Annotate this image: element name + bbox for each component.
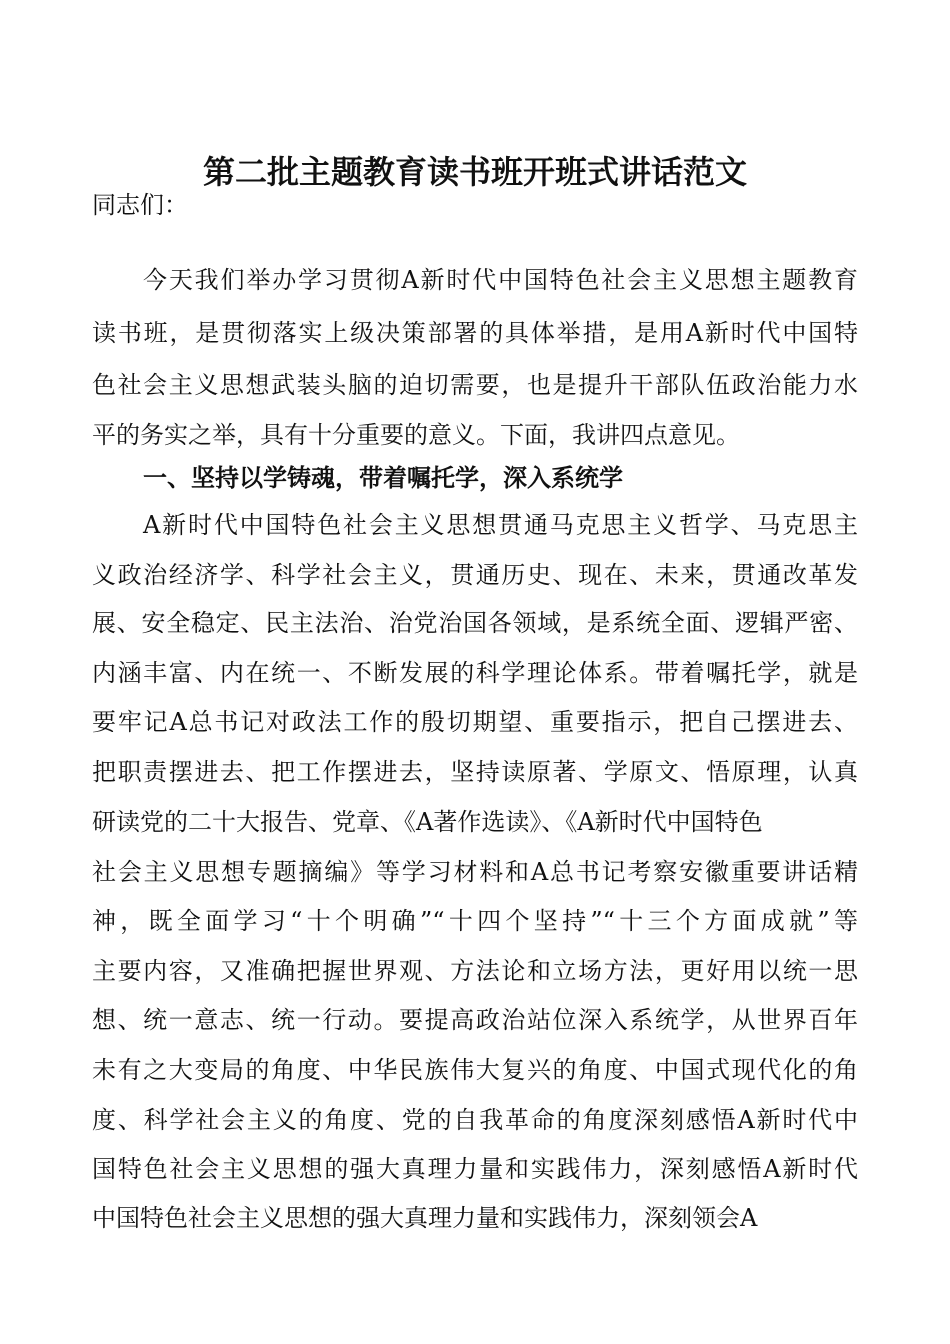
text-line: 义政治经济学、科学社会主义，贯通历史、现在、未来，贯通改革发 — [92, 561, 858, 589]
text-line: 内涵丰富、内在统一、不断发展的科学理论体系。带着嘱托学，就是 — [92, 659, 858, 687]
salutation: 同志们： — [92, 191, 188, 219]
text-line: 度、科学社会主义的角度、党的自我革命的角度深刻感悟A新时代中 — [92, 1106, 858, 1134]
text-line: 未有之大变局的角度、中华民族伟大复兴的角度、中国式现代化的角 — [92, 1056, 858, 1084]
text-line: 想、统一意志、统一行动。要提高政治站位深入系统学，从世界百年 — [92, 1006, 858, 1034]
text-line: 神，既全面学习“十个明确”“十四个坚持”“十三个方面成就”等 — [92, 907, 858, 935]
text-line: 展、安全稳定、民主法治、治党治国各领域，是系统全面、逻辑严密、 — [92, 609, 858, 637]
text-line: 把职责摆进去、把工作摆进去，坚持读原著、学原文、悟原理，认真 — [92, 758, 858, 786]
text-line: 社会主义思想专题摘编》等学习材料和A总书记考察安徽重要讲话精 — [92, 858, 858, 886]
text-line: 中国特色社会主义思想的强大真理力量和实践伟力，深刻领会A — [92, 1204, 758, 1232]
text-line: 主要内容，又准确把握世界观、方法论和立场方法，更好用以统一思 — [92, 957, 858, 985]
text-line: 平的务实之举，具有十分重要的意义。下面，我讲四点意见。 — [92, 421, 740, 449]
text-line: A新时代中国特色社会主义思想贯通马克思主义哲学、马克思主 — [143, 511, 858, 539]
text-line: 色社会主义思想武装头脑的迫切需要，也是提升干部队伍政治能力水 — [92, 371, 858, 399]
text-line: 要牢记A总书记对政法工作的殷切期望、重要指示，把自己摆进去、 — [92, 708, 858, 736]
text-line: 读书班，是贯彻落实上级决策部署的具体举措，是用A新时代中国特 — [92, 319, 858, 347]
text-line: 研读党的二十大报告、党章、《A著作选读》、《A新时代中国特色 — [92, 808, 763, 836]
text-line: 国特色社会主义思想的强大真理力量和实践伟力，深刻感悟A新时代 — [92, 1155, 858, 1183]
document-title: 第二批主题教育读书班开班式讲话范文 — [202, 153, 747, 191]
section-heading: 一、坚持以学铸魂，带着嘱托学，深入系统学 — [143, 464, 623, 492]
text-line: 今天我们举办学习贯彻A新时代中国特色社会主义思想主题教育 — [143, 266, 858, 294]
